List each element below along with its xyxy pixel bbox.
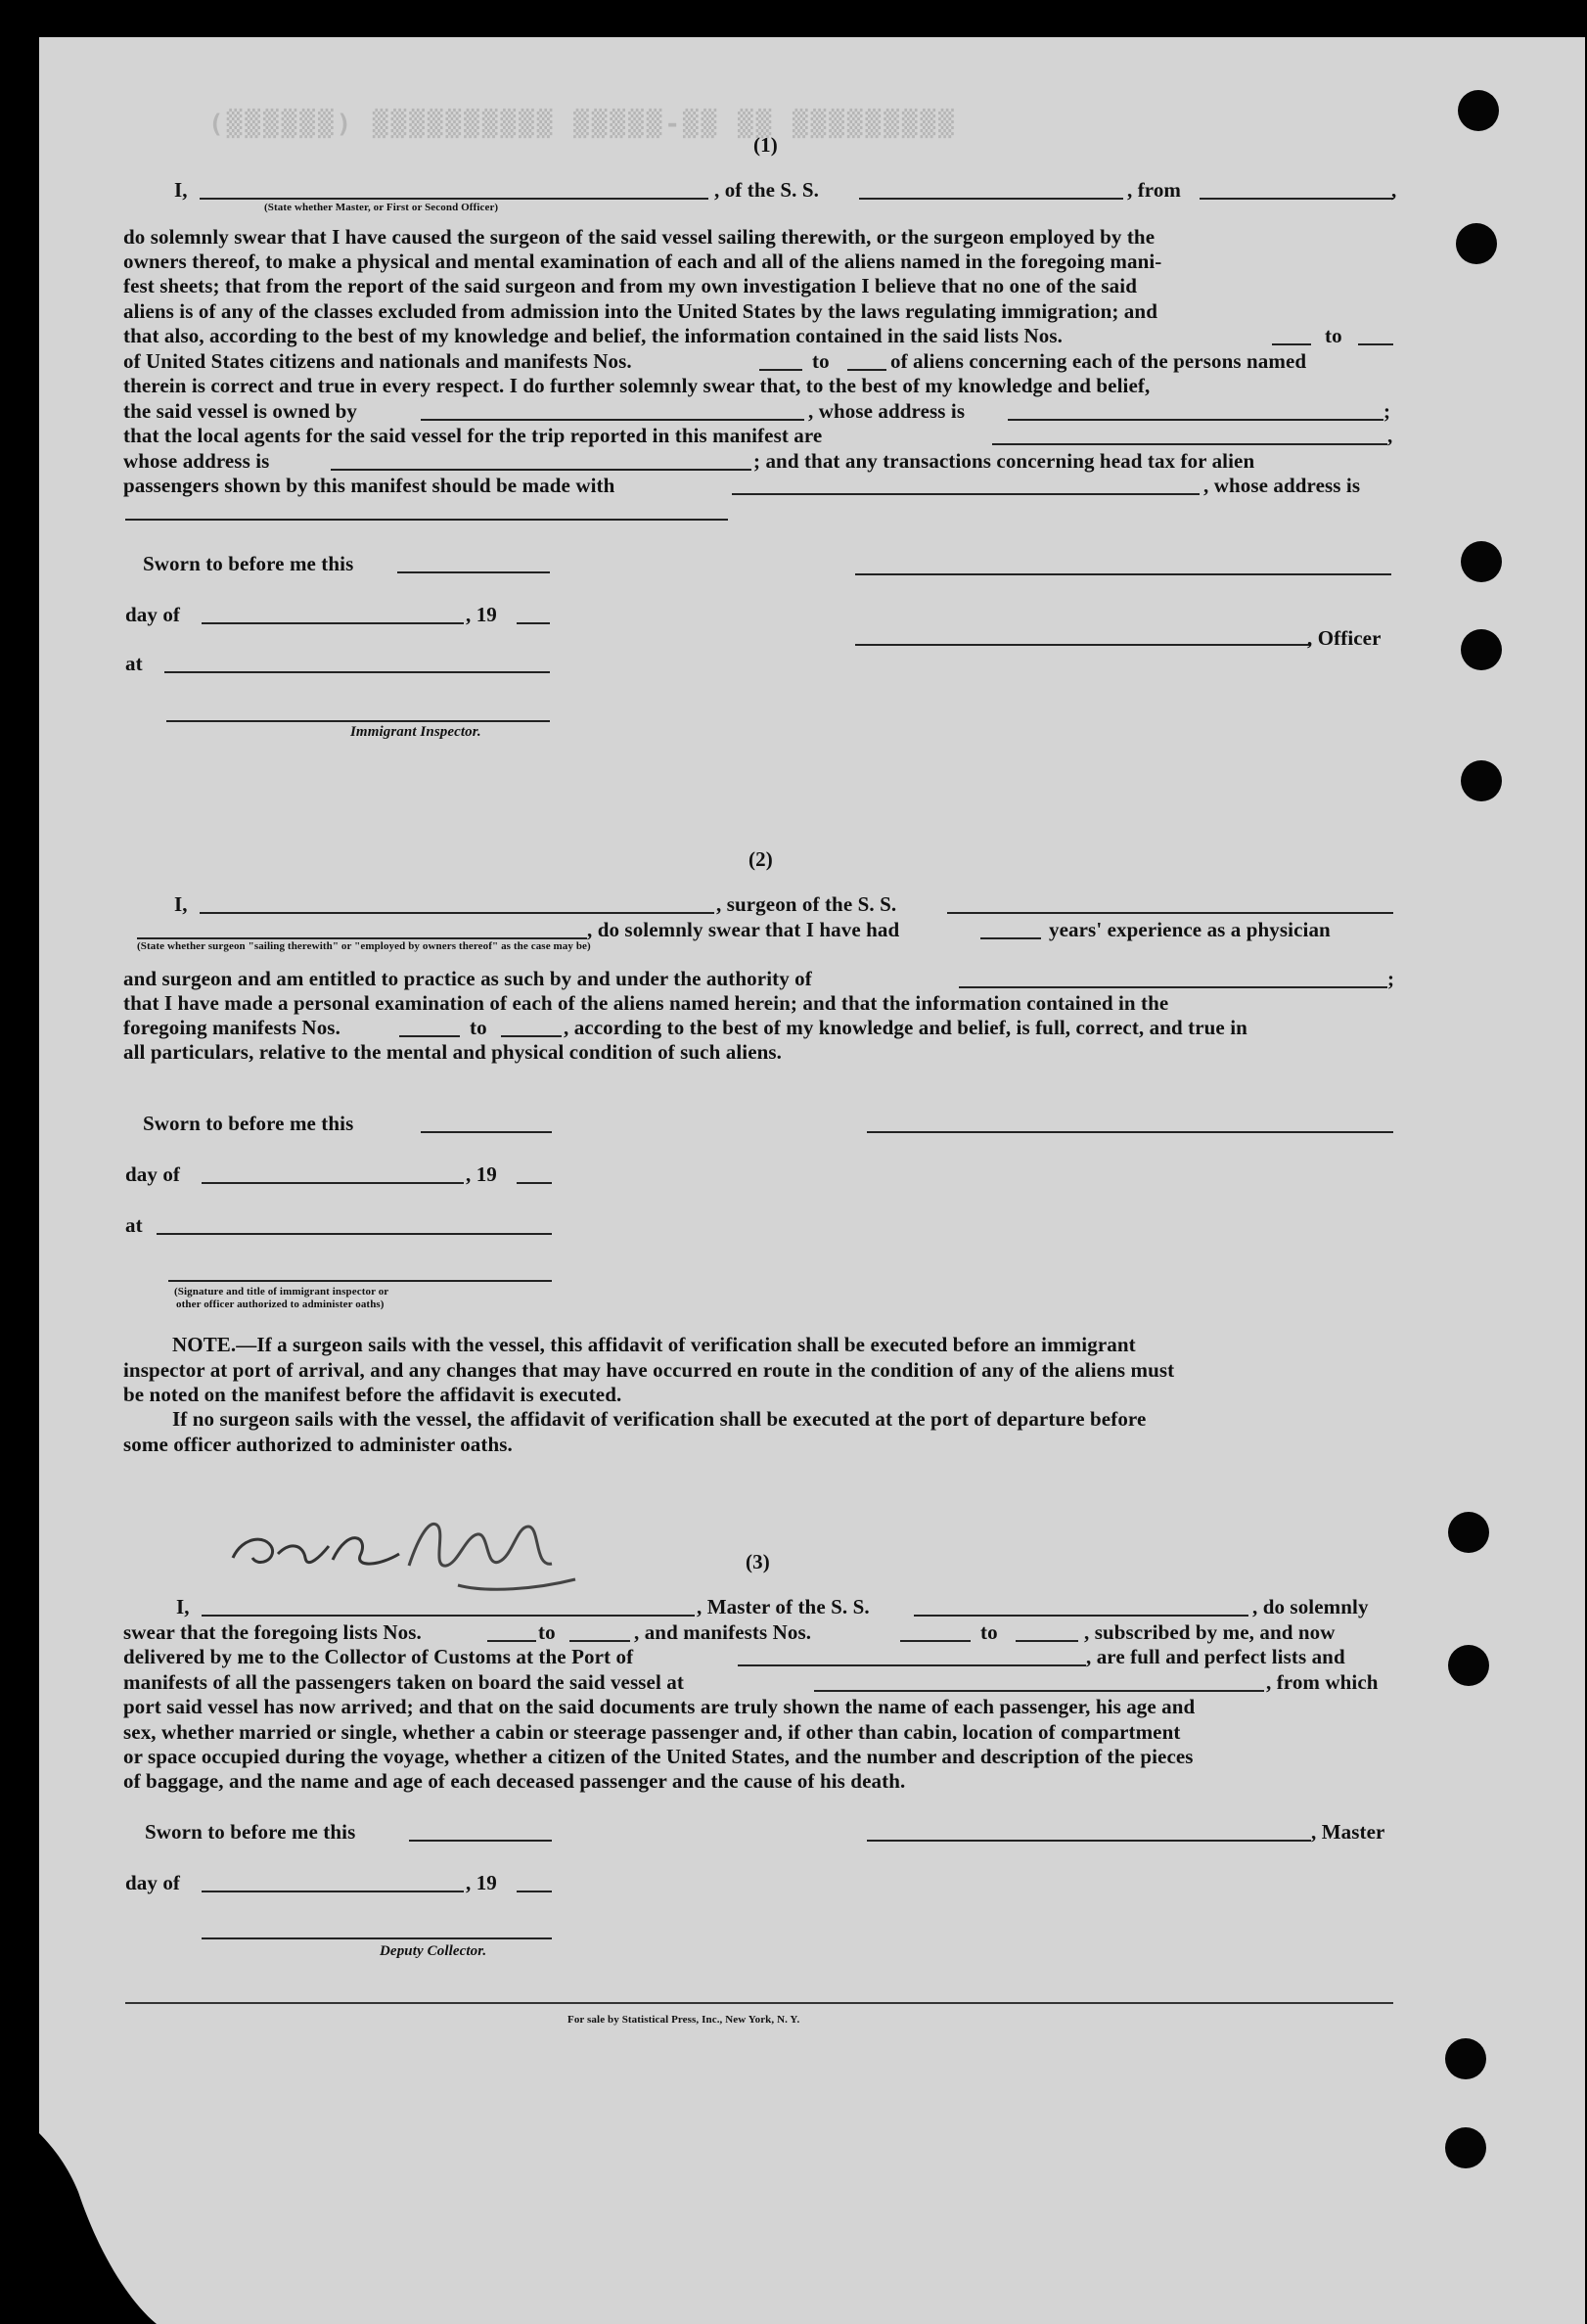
s2-manifest-from-field[interactable]: [399, 1035, 460, 1037]
surgeon-ship-field[interactable]: [947, 912, 1393, 914]
inspector-label: Immigrant Inspector.: [350, 724, 481, 740]
s3-l2a: delivered by me to the Collector of Customs at the Port of: [123, 1645, 634, 1668]
note-line-3: be noted on the manifest before the affidavit is executed.: [123, 1383, 622, 1406]
s3-day-label: day of: [125, 1871, 181, 1894]
footer-printer: For sale by Statistical Press, Inc., New York, N. Y.: [567, 2014, 800, 2026]
surgeon-of-label: , surgeon of the S. S.: [716, 892, 897, 916]
s1-sworn-field[interactable]: [397, 571, 550, 573]
s3-lists-from-field[interactable]: [487, 1640, 536, 1642]
head-tax-address-field[interactable]: [125, 519, 728, 521]
lists-no-to-field[interactable]: [1358, 343, 1393, 345]
years-label: years' experience as a physician: [1049, 918, 1331, 941]
s1-at-label: at: [125, 652, 143, 675]
s2-at-field[interactable]: [157, 1233, 552, 1235]
s3-l2b: , are full and perfect lists and: [1086, 1645, 1345, 1668]
s3-lists-to-field[interactable]: [569, 1640, 630, 1642]
years-field[interactable]: [980, 937, 1041, 939]
s2-line-c2: to: [470, 1016, 487, 1039]
from-port-field[interactable]: [1200, 198, 1393, 200]
punch-hole: [1445, 2038, 1486, 2079]
punch-hole: [1461, 629, 1502, 670]
handwritten-signature: [223, 1497, 634, 1605]
s2-manifest-to-field[interactable]: [501, 1035, 562, 1037]
port-field[interactable]: [738, 1664, 1086, 1666]
s2-sworn-field[interactable]: [421, 1131, 552, 1133]
master-signature-field[interactable]: [867, 1840, 1311, 1842]
s2-sig-note-1: (Signature and title of immigrant inspector or: [174, 1286, 389, 1298]
bleed-through-heading: ▒▒▒▒▒▒▒▒▒ ▒▒ ▒▒-▒▒▒▒▒ ▒▒▒▒▒▒▒▒▒▒ (▒▒▒▒▒▒): [205, 110, 954, 139]
s1-line-7: therein is correct and true in every respect. I do further solemnly swear that, to the best of my knowledge and belief,: [123, 374, 1151, 397]
of-aliens-label: of aliens concerning each of the persons named: [890, 349, 1307, 373]
s1-at-field[interactable]: [164, 671, 550, 673]
s1-signature-field[interactable]: [855, 573, 1391, 575]
s3-year-field[interactable]: [517, 1891, 552, 1892]
s2-inspector-signature-field[interactable]: [168, 1280, 552, 1282]
master-label: , Master: [1311, 1820, 1385, 1844]
punch-hole: [1448, 1645, 1489, 1686]
officer-label: , Officer: [1307, 626, 1382, 650]
torn-corner: [39, 2133, 157, 2324]
s2-line-d: all particulars, relative to the mental and physical condition of such aliens.: [123, 1040, 783, 1064]
embarkation-port-field[interactable]: [814, 1690, 1264, 1692]
surgeon-note: (State whether surgeon "sailing therewith" or "employed by owners thereof" as the case may be): [137, 940, 591, 952]
owner-field[interactable]: [421, 419, 804, 421]
whose-address-label-2: , whose address is: [1203, 474, 1361, 497]
s1-sworn-label: Sworn to before me this: [143, 552, 354, 575]
s2-line-a: and surgeon and am entitled to practice as such by and under the authority of: [123, 967, 812, 990]
s1-line-5: that also, according to the best of my knowledge and belief, the information contained in the said lists Nos.: [123, 324, 1064, 347]
to-label: to: [812, 349, 830, 373]
s3-l1d: to: [980, 1620, 998, 1644]
s2-day-label: day of: [125, 1162, 181, 1186]
master-ship-field[interactable]: [914, 1615, 1248, 1617]
s2-line-b: that I have made a personal examination of each of the aliens named herein; and that the information contained in the: [123, 991, 1169, 1015]
s3-l3b: , from which: [1266, 1670, 1379, 1694]
section-3-i-label: I,: [176, 1595, 190, 1618]
footer-rule: [125, 2002, 1393, 2004]
s3-sworn-field[interactable]: [409, 1840, 552, 1842]
section-1-i-label: I,: [174, 178, 188, 202]
s1-line-10: whose address is: [123, 449, 270, 473]
section-1-number: (1): [753, 133, 778, 157]
punch-hole: [1461, 541, 1502, 582]
s1-line-8: the said vessel is owned by: [123, 399, 357, 423]
surgeon-name-field[interactable]: [200, 912, 714, 914]
deputy-label: Deputy Collector.: [380, 1943, 487, 1959]
s2-day-field[interactable]: [202, 1182, 464, 1184]
s2-at-label: at: [125, 1213, 143, 1237]
s1-line-9: that the local agents for the said vessel for the trip reported in this manifest are: [123, 424, 823, 447]
punch-hole: [1458, 90, 1499, 131]
s3-line-7: of baggage, and the name and age of each deceased passenger and the cause of his death.: [123, 1769, 906, 1793]
whose-address-label: , whose address is: [808, 399, 966, 423]
surgeon-swear-label: , do solemnly swear that I have had: [587, 918, 900, 941]
s2-year-label: , 19: [466, 1162, 497, 1186]
note-line-2: inspector at port of arrival, and any changes that may have occurred en route in the condition of any of the aliens must: [123, 1358, 1175, 1382]
s3-l1b: to: [538, 1620, 556, 1644]
s3-line-6: or space occupied during the voyage, whether a citizen of the United States, and the number and description of the pieces: [123, 1745, 1194, 1768]
manifests-no-from-field[interactable]: [759, 369, 802, 371]
s1-line-3: fest sheets; that from the report of the said surgeon and from my own investigation I believe that no one of the said: [123, 274, 1137, 297]
section-3-number: (3): [746, 1550, 770, 1573]
section-2-i-label: I,: [174, 892, 188, 916]
s3-sworn-label: Sworn to before me this: [145, 1820, 356, 1844]
owner-address-field[interactable]: [1008, 419, 1383, 421]
s1-day-field[interactable]: [202, 622, 464, 624]
master-of-label: , Master of the S. S.: [697, 1595, 870, 1618]
officer-name-field[interactable]: [200, 198, 708, 200]
local-agents-field[interactable]: [992, 443, 1387, 445]
ship-name-field[interactable]: [859, 198, 1123, 200]
s2-line-c3: , according to the best of my knowledge and belief, is full, correct, and true in: [564, 1016, 1247, 1039]
of-ss-label: , of the S. S.: [714, 178, 819, 202]
s2-year-field[interactable]: [517, 1182, 552, 1184]
s2-sig-note-2: other officer authorized to administer oaths): [176, 1299, 385, 1310]
surgeon-status-field[interactable]: [137, 937, 587, 939]
s3-year-label: , 19: [466, 1871, 497, 1894]
note-line-5: some officer authorized to administer oaths.: [123, 1433, 513, 1456]
punch-hole: [1448, 1512, 1489, 1553]
s3-l1e: , subscribed by me, and now: [1084, 1620, 1336, 1644]
s3-l1a: swear that the foregoing lists Nos.: [123, 1620, 422, 1644]
s2-sworn-label: Sworn to before me this: [143, 1112, 354, 1135]
s1-year-label: , 19: [466, 603, 497, 626]
s1-line-11: passengers shown by this manifest should be made with: [123, 474, 615, 497]
s1-day-label: day of: [125, 603, 181, 626]
authority-field[interactable]: [959, 986, 1387, 988]
note-line-4: If no surgeon sails with the vessel, the affidavit of verification shall be executed at the port of departure before: [172, 1407, 1147, 1431]
s3-day-field[interactable]: [202, 1891, 464, 1892]
s3-l1c: , and manifests Nos.: [634, 1620, 812, 1644]
officer-note: (State whether Master, or First or Second Officer): [264, 202, 499, 213]
deputy-signature-field[interactable]: [202, 1937, 552, 1939]
master-name-field[interactable]: [202, 1615, 695, 1617]
s3-manifests-from-field[interactable]: [900, 1640, 971, 1642]
manifests-no-to-field[interactable]: [847, 369, 886, 371]
to-label: to: [1325, 324, 1342, 347]
section-2-number: (2): [748, 847, 773, 871]
surgeon-signature-field[interactable]: [867, 1131, 1393, 1133]
head-tax-label: ; and that any transactions concerning head tax for alien: [753, 449, 1255, 473]
punch-hole: [1456, 223, 1497, 264]
note-line-1: NOTE.—If a surgeon sails with the vessel, this affidavit of verification shall be executed before an immigrant: [172, 1333, 1136, 1356]
do-solemnly-label: , do solemnly: [1252, 1595, 1369, 1618]
s3-line-4: port said vessel has now arrived; and that on the said documents are truly shown the name of each passenger, his age and: [123, 1695, 1196, 1718]
s3-l3a: manifests of all the passengers taken on board the said vessel at: [123, 1670, 684, 1694]
s1-year-field[interactable]: [517, 622, 550, 624]
s2-line-c1: foregoing manifests Nos.: [123, 1016, 340, 1039]
s1-line-6: of United States citizens and nationals and manifests Nos.: [123, 349, 632, 373]
inspector-signature-field[interactable]: [166, 720, 550, 722]
s1-line-1: do solemnly swear that I have caused the surgeon of the said vessel sailing therewith, or the surgeon employed by the: [123, 225, 1156, 249]
s1-line-2: owners thereof, to make a physical and mental examination of each and all of the aliens named in the foregoing mani-: [123, 250, 1162, 273]
agents-address-field[interactable]: [331, 469, 751, 471]
s1-line-4: aliens is of any of the classes excluded from admission into the United States by the laws regulating immigration; and: [123, 299, 1157, 323]
s3-line-5: sex, whether married or single, whether a cabin or steerage passenger and, if other than cabin, location of compartment: [123, 1720, 1181, 1744]
s3-manifests-to-field[interactable]: [1016, 1640, 1078, 1642]
head-tax-agent-field[interactable]: [732, 493, 1200, 495]
officer-signature-field[interactable]: [855, 644, 1311, 646]
punch-hole: [1461, 760, 1502, 801]
punch-hole: [1445, 2127, 1486, 2168]
lists-no-from-field[interactable]: [1272, 343, 1311, 345]
from-label: , from: [1127, 178, 1182, 202]
